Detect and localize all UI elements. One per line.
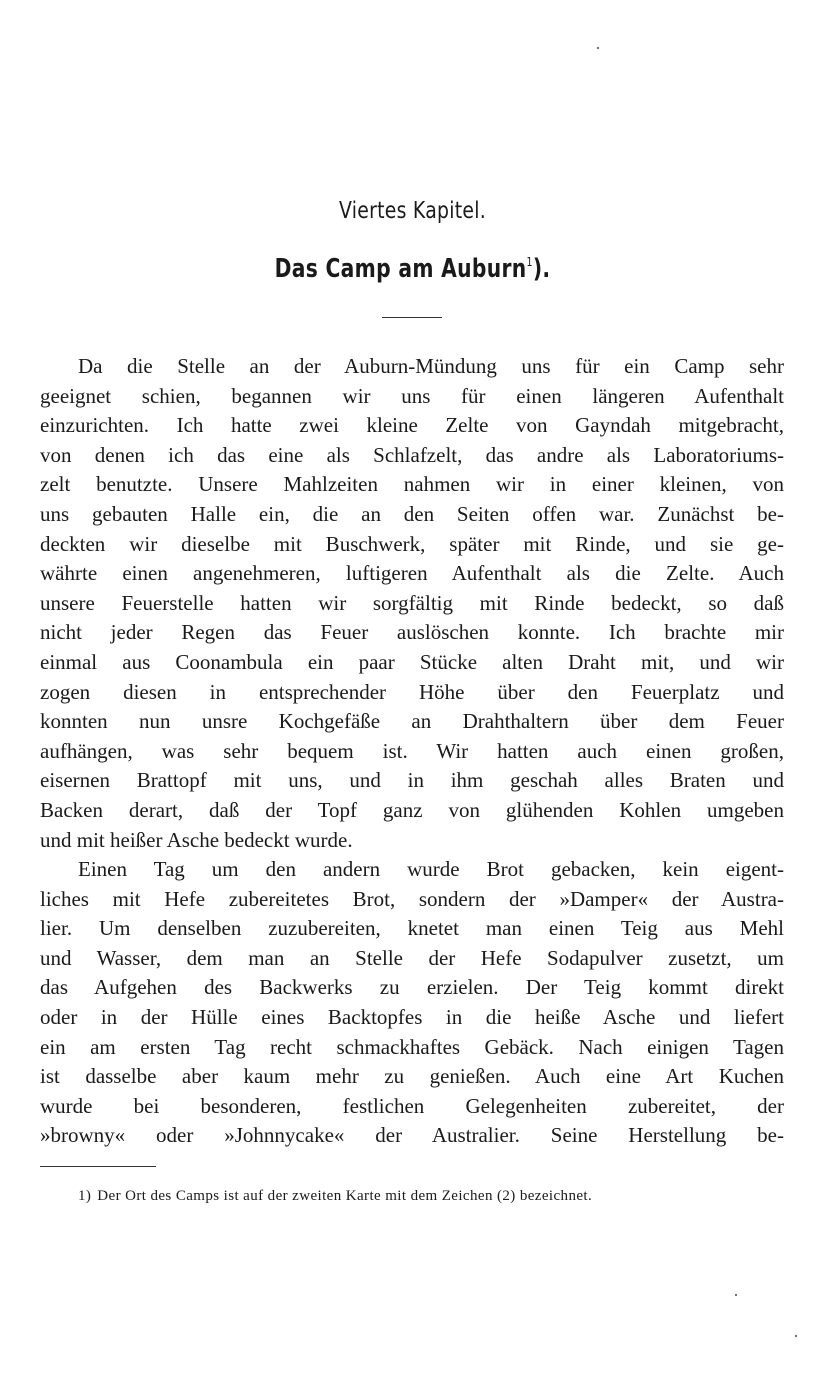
title-divider: [382, 317, 442, 318]
scan-speck: [735, 1294, 737, 1296]
text-line: eisernen Brattopf mit uns, und in ihm geschah alles Braten und: [40, 768, 784, 793]
text-line: wurde bei besonderen, festlichen Gelegenheiten zubereitet, der: [40, 1093, 784, 1118]
footnote-divider: [40, 1166, 156, 1167]
text-line: nicht jeder Regen das Feuer auslöschen konnte. Ich brachte mir: [40, 620, 784, 645]
text-line: liches mit Hefe zubereitetes Brot, sondern der »Damper« der Austra-: [40, 886, 784, 911]
text-line: aufhängen, was sehr bequem ist. Wir hatten auch einen großen,: [40, 738, 784, 763]
scan-speck: [597, 47, 599, 49]
text-line: einmal aus Coonambula ein paar Stücke alten Draht mit, und wir: [40, 649, 784, 674]
text-line: lier. Um denselben zuzubereiten, knetet man einen Teig aus Mehl: [40, 916, 784, 941]
text-line: oder in der Hülle eines Backtopfes in die heiße Asche und liefert: [40, 1005, 784, 1030]
text-line: deckten wir dieselbe mit Buschwerk, später mit Rinde, und sie ge-: [40, 531, 784, 556]
text-line: unsere Feuerstelle hatten wir sorgfältig mit Rinde bedeckt, so daß: [40, 590, 784, 615]
text-line: Da die Stelle an der Auburn-Mündung uns für ein Camp sehr: [78, 354, 784, 378]
text-line: konnten nun unsre Kochgefäße an Drahthaltern über dem Feuer: [40, 709, 784, 734]
chapter-title: [91, 254, 735, 284]
text-line: zogen diesen in entsprechender Höhe über den Feuerplatz und: [40, 679, 784, 704]
scan-speck: [795, 1335, 797, 1337]
paragraph-2: [40, 855, 784, 1151]
text-line: Einen Tag um den andern wurde Brot gebacken, kein eigent-: [78, 857, 784, 882]
body-text: [40, 352, 784, 1151]
text-line: einzurichten. Ich hatte zwei kleine Zelte von Gayndah mitgebracht,: [40, 413, 784, 438]
chapter-title-text: Das Camp am Auburn: [274, 254, 527, 284]
footnote-text: Der Ort des Camps ist auf der zweiten Karte mit dem Zeichen (2) bezeichnet.: [97, 1188, 593, 1204]
text-line: und Wasser, dem man an Stelle der Hefe Sodapulver zusetzt, um: [40, 945, 784, 970]
text-line: und mit heißer Asche bedeckt wurde.: [40, 827, 353, 852]
text-line: geeignet schien, begannen wir uns für einen längeren Aufenthalt: [40, 383, 784, 408]
title-suffix: ).: [532, 254, 551, 284]
text-line: Backen derart, daß der Topf ganz von glühenden Kohlen umgeben: [40, 797, 784, 822]
footnote: [78, 1188, 798, 1205]
text-line: das Aufgehen des Backwerks zu erzielen. Der Teig kommt direkt: [40, 975, 784, 1000]
text-line: währte einen angenehmeren, luftigeren Aufenthalt als die Zelte. Auch: [40, 561, 784, 586]
text-line: ist dasselbe aber kaum mehr zu genießen. Auch eine Art Kuchen: [40, 1064, 784, 1089]
text-line: »browny« oder »Johnnycake« der Australier. Seine Herstellung be-: [40, 1123, 784, 1148]
chapter-label: Viertes Kapitel.: [339, 198, 486, 224]
footnote-marker: 1): [78, 1188, 92, 1204]
text-line: uns gebauten Halle ein, die an den Seiten offen war. Zunächst be-: [40, 501, 784, 526]
text-line: von denen ich das eine als Schlafzelt, das andre als Laboratoriums-: [40, 442, 784, 467]
text-line: ein am ersten Tag recht schmackhaftes Gebäck. Nach einigen Tagen: [40, 1034, 784, 1059]
paragraph-1: [40, 352, 784, 855]
text-line: zelt benutzte. Unsere Mahlzeiten nahmen wir in einer kleinen, von: [40, 472, 784, 497]
title-footnote-ref: 1: [526, 255, 533, 269]
